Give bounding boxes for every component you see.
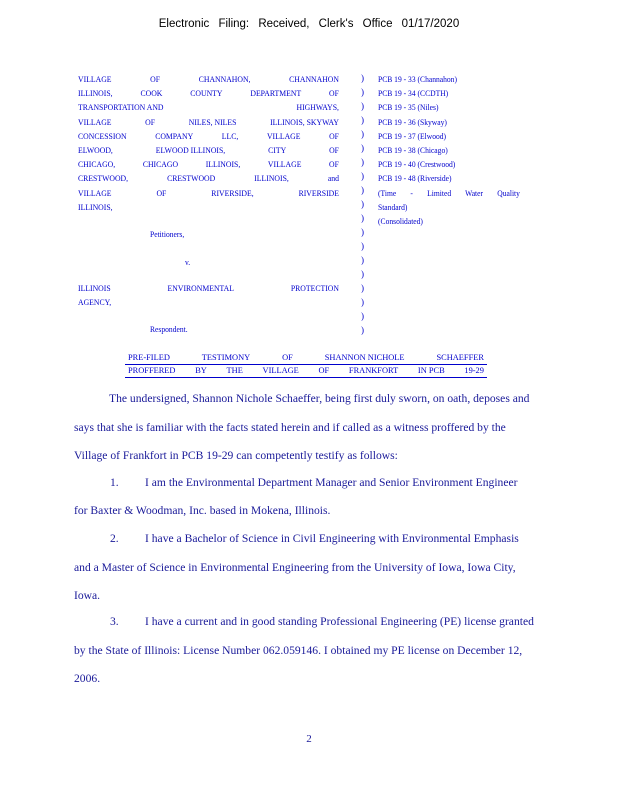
paragraph-2-line-2: and a Master of Science in Environmental Engineering from the University of Iowa, Iowa City, — [74, 561, 516, 574]
respondent-label: Respondent. — [150, 324, 188, 334]
caption-word: VILLAGE — [78, 187, 112, 198]
case-number-line: PCB 19 - 35 (Niles) — [378, 102, 439, 113]
caption-word: TRANSPORTATION AND — [78, 102, 164, 113]
respondent-line — [78, 297, 339, 307]
caption-word: HIGHWAYS, — [296, 102, 339, 113]
caption-word: CRESTWOOD — [167, 173, 216, 184]
intro-line-2: says that she is familiar with the facts stated herein and if called as a witness proffered by the — [74, 421, 506, 434]
caption-word: ELWOOD, — [78, 145, 113, 155]
caption-word: and — [327, 173, 339, 184]
caption-paren: ) — [361, 129, 364, 139]
paragraph-1-line-1: I am the Environmental Department Manager and Senior Environment Engineer — [145, 476, 518, 489]
title-word: TESTIMONY — [201, 353, 251, 362]
caption-paren: ) — [361, 325, 364, 335]
case-number-line: PCB 19 - 36 (Skyway) — [378, 116, 447, 127]
caption-word: OF — [150, 74, 161, 84]
case-number-line: (Consolidated) — [378, 216, 423, 226]
caption-word: ILLINOIS — [78, 283, 111, 293]
paragraph-1-line-2: for Baxter & Woodman, Inc. based in Mokena, Illinois. — [74, 504, 331, 517]
caption-word: AGENCY, — [78, 297, 112, 308]
caption-word: ENVIRONMENTAL — [167, 283, 234, 293]
caption-line — [78, 173, 339, 183]
case-number-line: PCB 19 - 40 (Crestwood) — [378, 159, 456, 170]
title-word: OF — [318, 366, 330, 375]
paragraph-3-line-2: by the State of Illinois: License Number 062.059146. I obtained my PE license on December 12, — [74, 644, 523, 657]
caption-word: VILLAGE — [78, 116, 112, 127]
title-word: PROFFERED — [128, 366, 176, 375]
caption-word: VILLAGE — [266, 130, 301, 141]
title-word: THE — [226, 366, 243, 375]
caption-word: LLC, — [221, 130, 239, 141]
caption-word: RIVERSIDE, — [211, 187, 254, 198]
caption-paren: ) — [361, 171, 364, 181]
caption-word: CITY — [268, 145, 287, 155]
petitioners-label: Petitioners, — [150, 229, 185, 239]
caption-line — [78, 131, 339, 141]
caption-line — [78, 74, 339, 84]
caption-word: COMPANY — [155, 130, 194, 141]
caption-paren: ) — [361, 87, 364, 97]
caption-paren: ) — [361, 255, 364, 265]
caption-paren: ) — [361, 157, 364, 167]
title-word: PRE-FILED — [128, 353, 170, 362]
caption-word: OF — [145, 116, 156, 127]
caption-line — [78, 159, 339, 169]
caption-word: ILLINOIS, — [254, 173, 289, 184]
caption-paren: ) — [361, 101, 364, 111]
caption-word: CHANNAHON, — [198, 74, 251, 84]
intro-line-3: Village of Frankfort in PCB 19-29 can competently testify as follows: — [74, 449, 398, 462]
caption-word: CHANNAHON — [289, 74, 339, 84]
title-word: IN PCB — [417, 366, 445, 375]
caption-line — [78, 117, 339, 127]
caption-word: ILLINOIS, SKYWAY — [270, 116, 339, 127]
caption-word: OF — [329, 88, 339, 99]
caption-word: COOK — [140, 88, 163, 99]
caption-line — [78, 88, 339, 98]
case-number-line: PCB 19 - 34 (CCDTH) — [378, 88, 449, 99]
caption-line — [78, 145, 339, 155]
caption-line — [78, 102, 339, 112]
caption-paren: ) — [361, 269, 364, 279]
caption-paren: ) — [361, 283, 364, 293]
title-line-2 — [125, 365, 487, 377]
paragraph-2-number: 2. — [110, 532, 119, 545]
caption-paren: ) — [361, 297, 364, 307]
paragraph-1-number: 1. — [110, 476, 119, 489]
paragraph-2-line-3: Iowa. — [74, 589, 101, 602]
case-number-line: Standard) — [378, 201, 408, 212]
caption-word: OF — [329, 145, 339, 155]
paragraph-3-number: 3. — [110, 615, 119, 628]
title-word: FRANKFORT — [348, 366, 399, 375]
caption-word: NILES, NILES — [188, 116, 237, 127]
caption-paren: ) — [361, 213, 364, 223]
title-word: BY — [195, 366, 207, 375]
caption-word: COUNTY — [190, 88, 223, 99]
caption-paren: ) — [361, 227, 364, 237]
title-word: SCHAEFFER — [436, 353, 484, 362]
document-title — [125, 352, 487, 378]
caption-word: PROTECTION — [290, 283, 339, 293]
title-word: VILLAGE — [262, 366, 299, 375]
caption-line — [78, 188, 339, 198]
caption-line — [78, 202, 339, 212]
respondent-line — [78, 283, 339, 293]
caption-word: OF — [329, 130, 339, 141]
caption-paren: ) — [361, 115, 364, 125]
caption-word: RIVERSIDE — [298, 187, 339, 198]
caption-word: CHICAGO, — [78, 159, 116, 170]
caption-word: VILLAGE — [78, 74, 112, 84]
caption-word: ELWOOD ILLINOIS, — [155, 145, 226, 155]
intro-line-1: The undersigned, Shannon Nichole Schaeffer, being first duly sworn, on oath, deposes and — [109, 392, 530, 405]
filing-header: Electronic Filing: Received, Clerk's Office 01/17/2020 — [158, 18, 460, 30]
caption-word: CONCESSION — [78, 130, 127, 141]
versus-label: v. — [185, 257, 191, 267]
case-number-line: PCB 19 - 38 (Chicago) — [378, 145, 448, 155]
caption-paren: ) — [361, 73, 364, 83]
page-number: 2 — [306, 733, 312, 745]
case-number-line: PCB 19 - 33 (Channahon) — [378, 74, 457, 84]
caption-word: ILLINOIS, — [78, 201, 113, 212]
caption-paren: ) — [361, 143, 364, 153]
title-word: OF — [282, 353, 293, 362]
paragraph-3-line-1: I have a current and in good standing Professional Engineering (PE) license granted — [145, 615, 534, 628]
caption-word: DEPARTMENT — [250, 88, 302, 99]
case-number-line: (Time - Limited Water Quality — [378, 187, 520, 198]
title-word: SHANNON NICHOLE — [324, 353, 405, 362]
case-number-line: PCB 19 - 48 (Riverside) — [378, 173, 452, 184]
caption-word: ILLINOIS, — [78, 88, 113, 99]
title-word: 19-29 — [464, 366, 484, 375]
caption-word: CHICAGO — [142, 159, 179, 170]
caption-word: OF — [329, 159, 339, 170]
case-number-line: PCB 19 - 37 (Elwood) — [378, 130, 447, 141]
caption-word: CRESTWOOD, — [78, 173, 129, 184]
caption-word: ILLINOIS, — [205, 159, 241, 170]
paragraph-3-line-3: 2006. — [74, 672, 101, 685]
caption-word: OF — [156, 187, 167, 198]
caption-paren: ) — [361, 185, 364, 195]
caption-paren: ) — [361, 241, 364, 251]
caption-word: VILLAGE — [267, 159, 302, 170]
title-line-1 — [125, 352, 487, 365]
paragraph-2-line-1: I have a Bachelor of Science in Civil Engineering with Environmental Emphasis — [145, 532, 519, 545]
caption-paren: ) — [361, 311, 364, 321]
caption-paren: ) — [361, 199, 364, 209]
